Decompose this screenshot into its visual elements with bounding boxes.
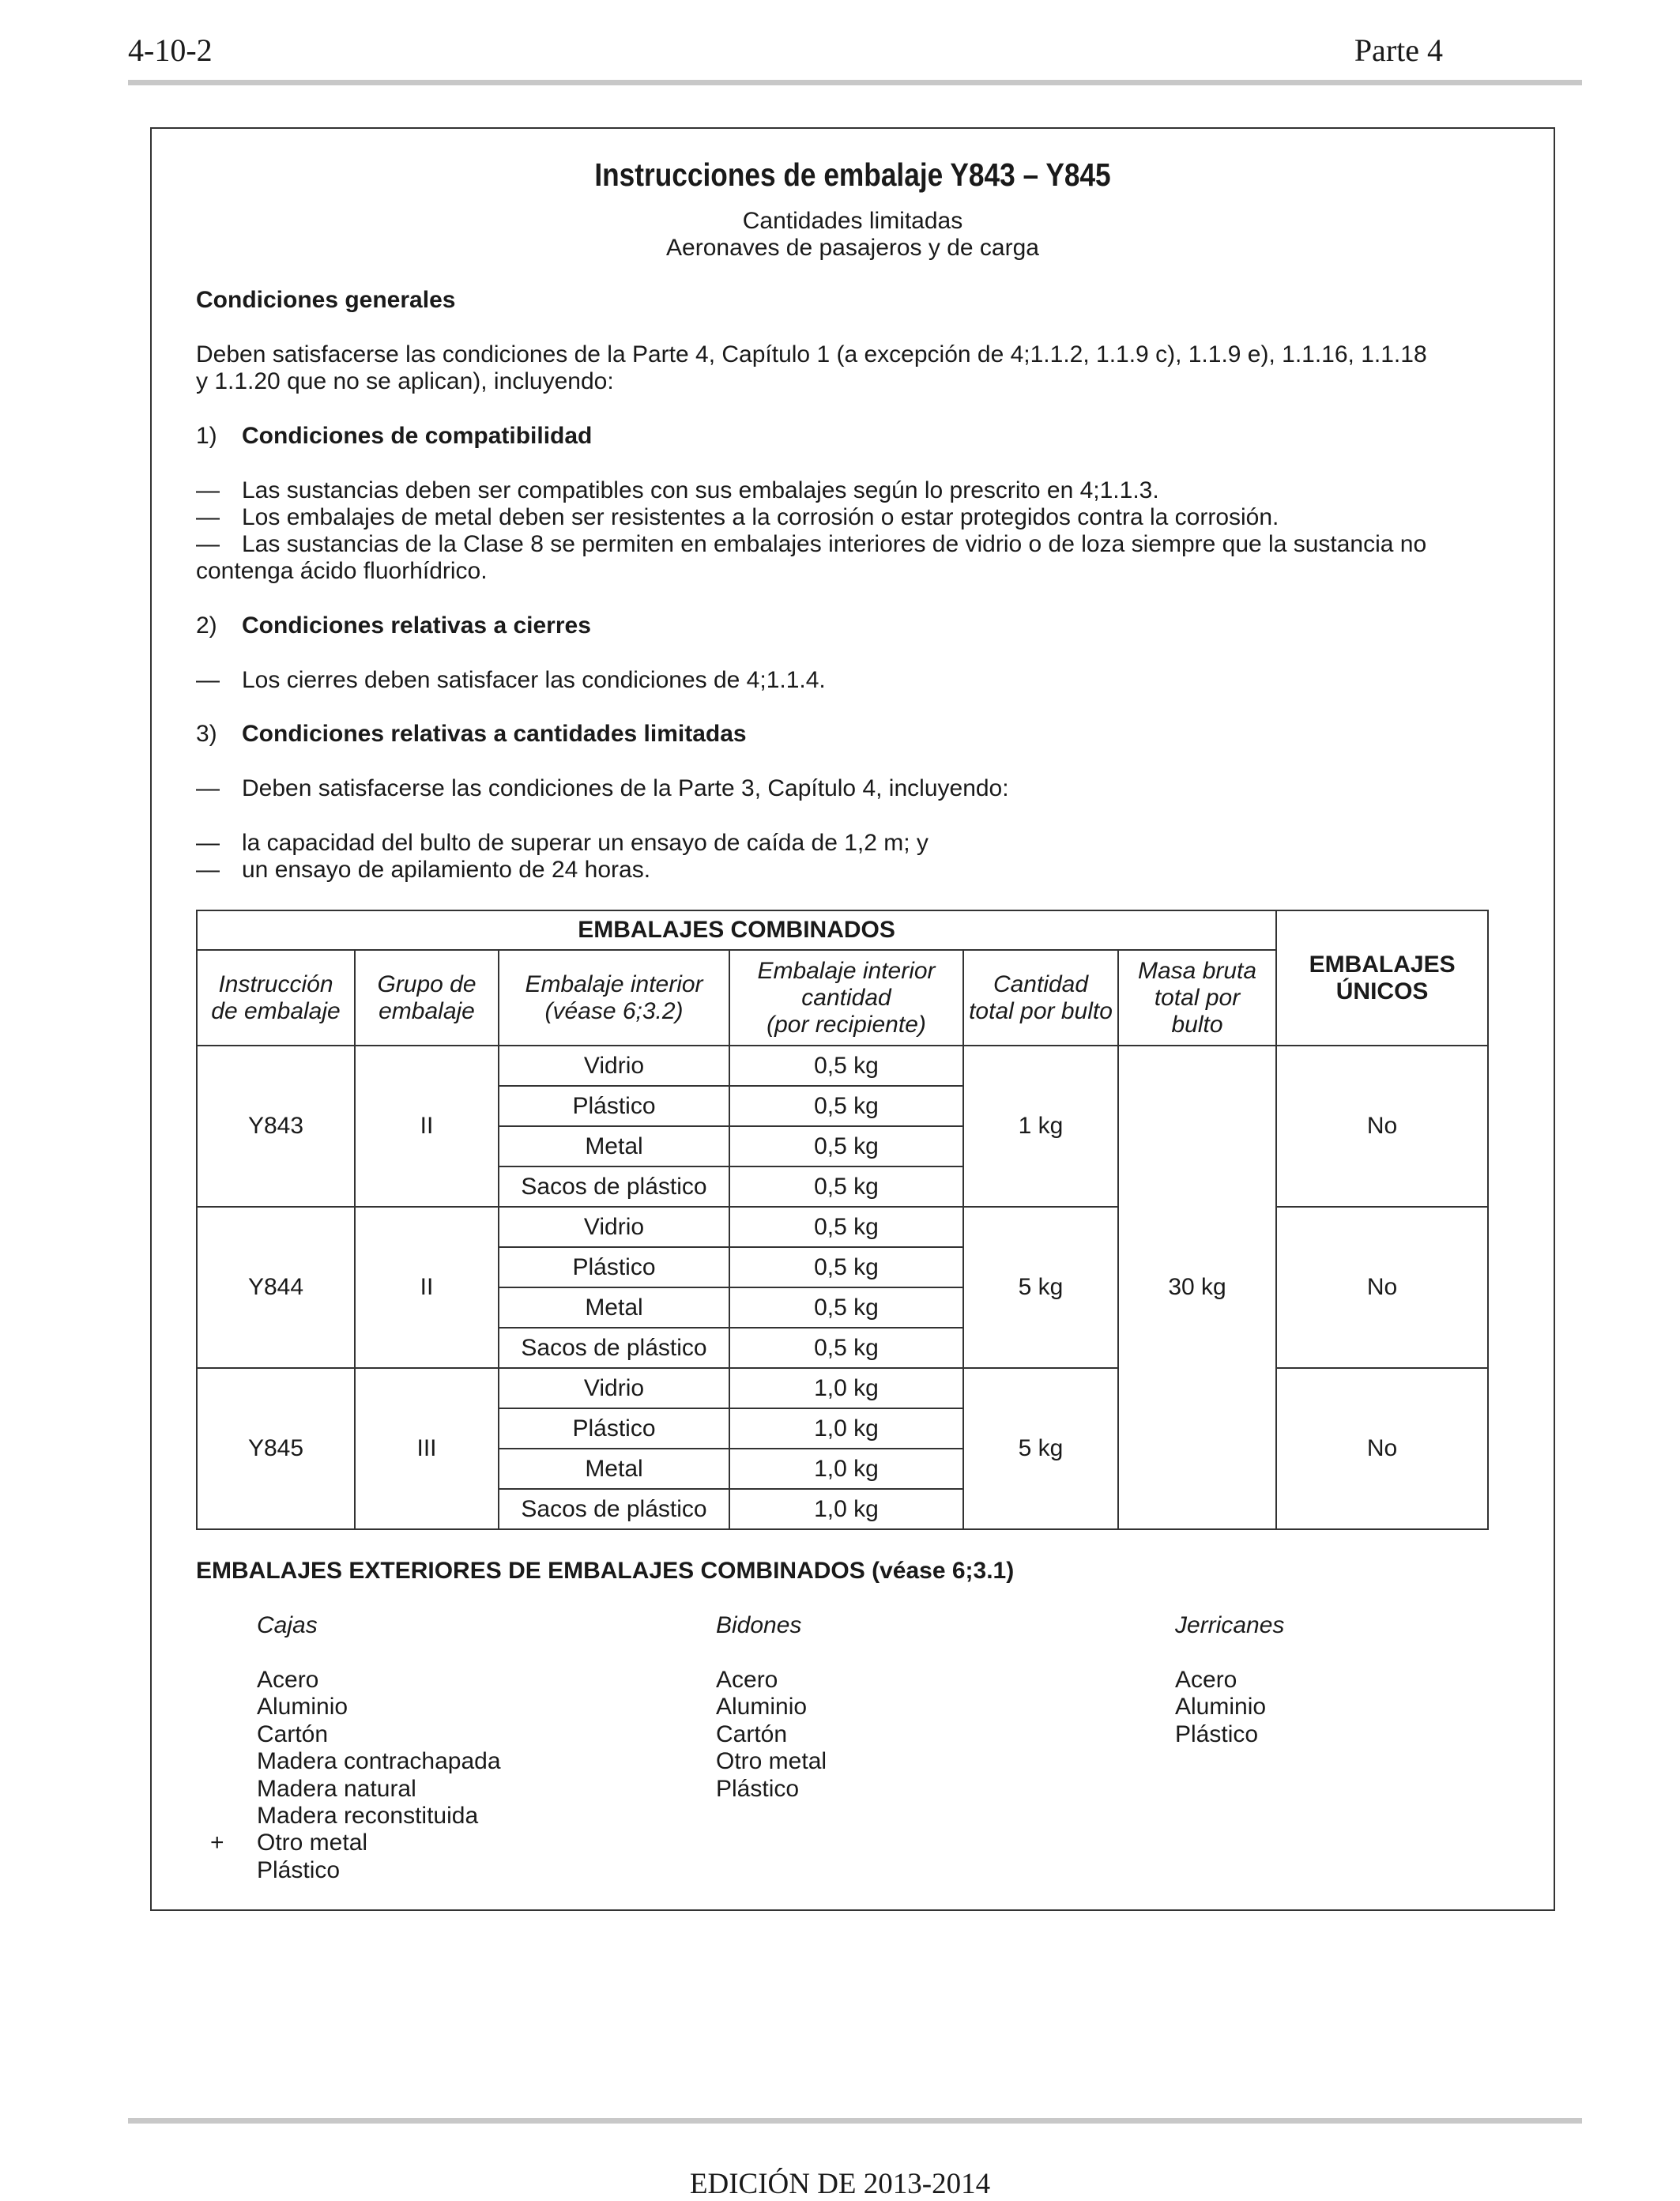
general-conditions-heading: Condiciones generales bbox=[196, 287, 456, 313]
outer-col-title-drums: Bidones bbox=[716, 1612, 802, 1638]
single-header-line-1: EMBALAJES bbox=[1309, 951, 1456, 978]
inner-quantity-cell: 0,5 kg bbox=[729, 1247, 963, 1287]
list-item: Otro metal bbox=[716, 1748, 827, 1775]
col-header-inner-packaging: Embalaje interior (véase 6;3.2) bbox=[499, 950, 729, 1046]
section-3-item-1: Deben satisfacerse las condiciones de la Parte 3, Capítulo 4, incluyendo: bbox=[242, 775, 1009, 801]
outer-packagings-heading: EMBALAJES EXTERIORES DE EMBALAJES COMBINADOS (véase 6;3.1) bbox=[196, 1558, 1015, 1584]
list-item: Plástico bbox=[257, 1856, 341, 1883]
list-item: Cartón bbox=[716, 1720, 788, 1747]
instruction-cell: Y844 bbox=[197, 1207, 355, 1368]
list-item: Cartón bbox=[257, 1720, 329, 1747]
list-item: Acero bbox=[716, 1667, 778, 1693]
list-item: Aluminio bbox=[257, 1694, 348, 1720]
inner-packaging-cell: Plástico bbox=[499, 1408, 729, 1449]
section-1-item-3: Las sustancias de la Clase 8 se permiten en embalajes interiores de vidrio o de loza siempre que la sustancia no bbox=[242, 531, 1427, 557]
section-3-number: 3) bbox=[196, 721, 217, 747]
inner-quantity-cell: 0,5 kg bbox=[729, 1086, 963, 1126]
dash-marker: — bbox=[196, 531, 220, 557]
gross-mass-cell: 30 kg bbox=[1118, 1046, 1276, 1529]
table-row bbox=[197, 1046, 1488, 1086]
table-row bbox=[197, 1207, 1488, 1247]
dash-marker: — bbox=[196, 477, 220, 503]
inner-quantity-cell: 0,5 kg bbox=[729, 1046, 963, 1086]
inner-quantity-cell: 0,5 kg bbox=[729, 1328, 963, 1368]
section-1-item-3-cont: contenga ácido fluorhídrico. bbox=[196, 558, 488, 584]
inner-packaging-cell: Metal bbox=[499, 1449, 729, 1489]
inner-packaging-cell: Vidrio bbox=[499, 1368, 729, 1408]
list-item: Plástico bbox=[716, 1775, 800, 1802]
single-packaging-cell: No bbox=[1276, 1368, 1488, 1529]
outer-list-drums bbox=[716, 1667, 827, 1803]
part-label: Parte 4 bbox=[1354, 32, 1443, 68]
section-3-item-2: la capacidad del bulto de superar un ensayo de caída de 1,2 m; y bbox=[242, 830, 929, 856]
instruction-cell: Y845 bbox=[197, 1368, 355, 1529]
header-rule bbox=[128, 80, 1582, 85]
list-item: Madera contrachapada bbox=[257, 1748, 501, 1775]
inner-quantity-cell: 0,5 kg bbox=[729, 1166, 963, 1207]
inner-packaging-cell: Sacos de plástico bbox=[499, 1489, 729, 1529]
single-packaging-cell: No bbox=[1276, 1046, 1488, 1207]
packing-table bbox=[196, 910, 1489, 1530]
single-header-line-2: ÚNICOS bbox=[1335, 978, 1429, 1004]
inner-packaging-cell: Plástico bbox=[499, 1086, 729, 1126]
instruction-box bbox=[150, 127, 1555, 1911]
inner-quantity-cell: 0,5 kg bbox=[729, 1207, 963, 1247]
packing-group-cell: II bbox=[355, 1046, 499, 1207]
edition-footer: EDICIÓN DE 2013-2014 bbox=[689, 2168, 991, 2200]
outer-list-boxes bbox=[257, 1667, 501, 1884]
inner-quantity-cell: 1,0 kg bbox=[729, 1489, 963, 1529]
packing-group-cell: II bbox=[355, 1207, 499, 1368]
outer-col-title-boxes: Cajas bbox=[257, 1612, 318, 1638]
col-header-total-quantity: Cantidad total por bulto bbox=[963, 950, 1118, 1046]
inner-packaging-cell: Metal bbox=[499, 1126, 729, 1166]
subtitle-aircraft: Aeronaves de pasajeros y de carga bbox=[666, 235, 1039, 261]
outer-list-jerricans bbox=[1175, 1667, 1266, 1748]
col-header-instruction: Instrucción de embalaje bbox=[197, 950, 355, 1046]
list-item: Aluminio bbox=[1175, 1694, 1267, 1720]
inner-quantity-cell: 1,0 kg bbox=[729, 1408, 963, 1449]
list-item: Plástico bbox=[1175, 1720, 1259, 1747]
dash-marker: — bbox=[196, 830, 220, 856]
inner-packaging-cell: Metal bbox=[499, 1287, 729, 1328]
section-1-number: 1) bbox=[196, 423, 217, 449]
inner-packaging-cell: Vidrio bbox=[499, 1046, 729, 1086]
intro-text-line-2: y 1.1.20 que no se aplican), incluyendo: bbox=[196, 368, 614, 394]
total-quantity-cell: 1 kg bbox=[963, 1046, 1118, 1207]
inner-packaging-cell: Plástico bbox=[499, 1247, 729, 1287]
dash-marker: — bbox=[196, 857, 220, 883]
col-header-gross-mass: Masa bruta total por bulto bbox=[1118, 950, 1276, 1046]
list-item: Acero bbox=[1175, 1667, 1237, 1693]
dash-marker: — bbox=[196, 504, 220, 530]
inner-quantity-cell: 1,0 kg bbox=[729, 1368, 963, 1408]
inner-packaging-cell: Sacos de plástico bbox=[499, 1328, 729, 1368]
page-title: Instrucciones de embalaje Y843 – Y845 bbox=[594, 156, 1111, 193]
list-item: Aluminio bbox=[716, 1694, 808, 1720]
dash-marker: — bbox=[196, 775, 220, 801]
section-3-title: Condiciones relativas a cantidades limitadas bbox=[242, 721, 747, 747]
section-1-item-2: Los embalajes de metal deben ser resistentes a la corrosión o estar protegidos contra la corrosión. bbox=[242, 504, 1279, 530]
table-row bbox=[197, 1368, 1488, 1408]
inner-quantity-cell: 1,0 kg bbox=[729, 1449, 963, 1489]
packing-group-cell: III bbox=[355, 1368, 499, 1529]
revision-plus-mark: + bbox=[210, 1830, 224, 1856]
single-packagings-header bbox=[1276, 910, 1488, 1046]
intro-text-line-1: Deben satisfacerse las condiciones de la Parte 4, Capítulo 1 (a excepción de 4;1.1.2, 1.1.9 c), 1.1.9 e), 1.1.16, 1.1.18 bbox=[196, 341, 1427, 367]
col-header-inner-quantity: Embalaje interior cantidad (por recipiente) bbox=[729, 950, 963, 1046]
single-packaging-cell: No bbox=[1276, 1207, 1488, 1368]
total-quantity-cell: 5 kg bbox=[963, 1207, 1118, 1368]
inner-packaging-cell: Vidrio bbox=[499, 1207, 729, 1247]
dash-marker: — bbox=[196, 667, 220, 693]
combined-packagings-header: EMBALAJES COMBINADOS bbox=[197, 910, 1276, 950]
inner-packaging-cell: Sacos de plástico bbox=[499, 1166, 729, 1207]
col-header-packing-group: Grupo de embalaje bbox=[355, 950, 499, 1046]
inner-quantity-cell: 0,5 kg bbox=[729, 1287, 963, 1328]
list-item: Acero bbox=[257, 1667, 319, 1693]
list-item: Otro metal bbox=[257, 1830, 368, 1856]
subtitle-limited-quantities: Cantidades limitadas bbox=[742, 208, 963, 234]
page-number: 4-10-2 bbox=[128, 32, 213, 68]
section-1-item-1: Las sustancias deben ser compatibles con sus embalajes según lo prescrito en 4;1.1.3. bbox=[242, 477, 1159, 503]
inner-quantity-cell: 0,5 kg bbox=[729, 1126, 963, 1166]
section-2-number: 2) bbox=[196, 612, 217, 639]
section-2-title: Condiciones relativas a cierres bbox=[242, 612, 591, 639]
instruction-cell: Y843 bbox=[197, 1046, 355, 1207]
section-1-title: Condiciones de compatibilidad bbox=[242, 423, 593, 449]
list-item: Madera natural bbox=[257, 1775, 416, 1802]
outer-col-title-jerricans: Jerricanes bbox=[1175, 1612, 1285, 1638]
footer-rule bbox=[128, 2118, 1582, 2124]
section-2-item-1: Los cierres deben satisfacer las condiciones de 4;1.1.4. bbox=[242, 667, 826, 693]
total-quantity-cell: 5 kg bbox=[963, 1368, 1118, 1529]
list-item: Madera reconstituida bbox=[257, 1803, 479, 1830]
section-3-item-3: un ensayo de apilamiento de 24 horas. bbox=[242, 857, 651, 883]
